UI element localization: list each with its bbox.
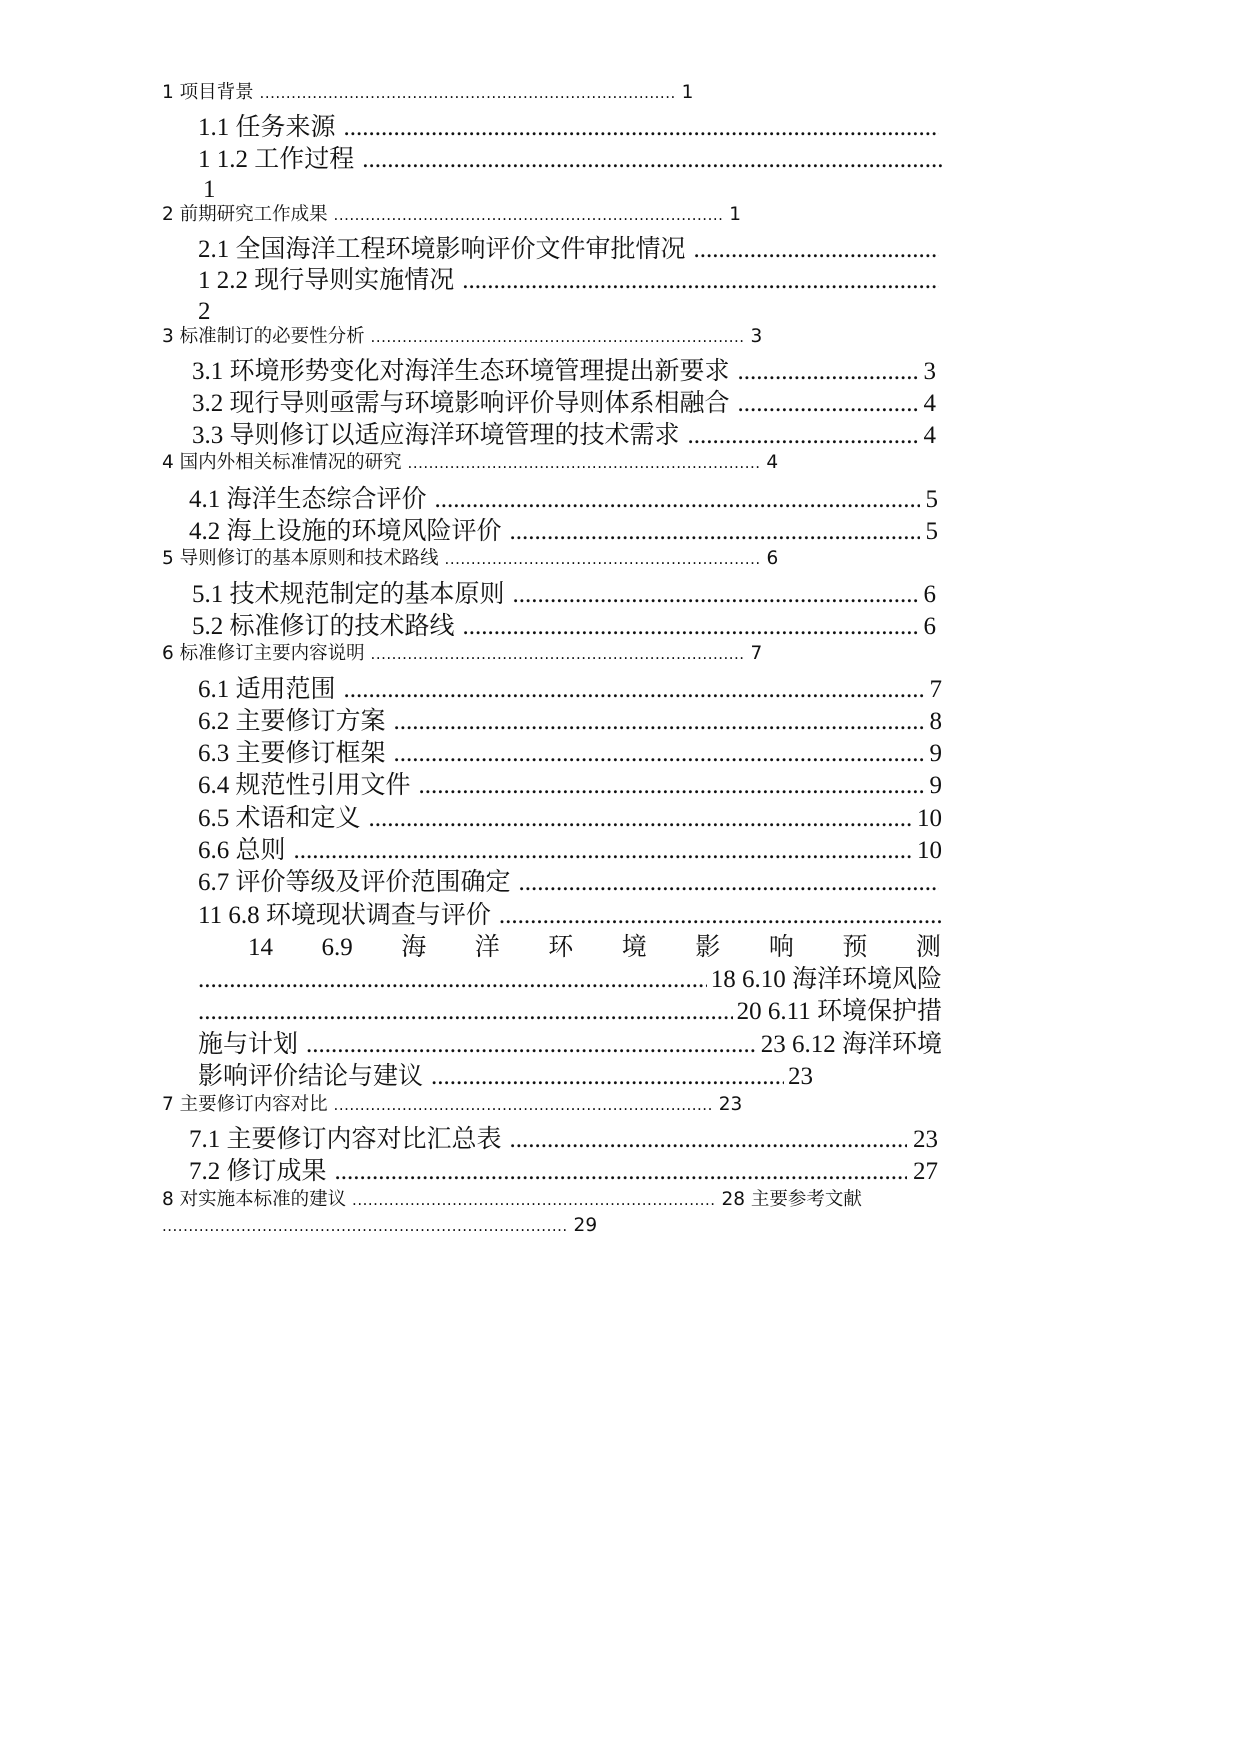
toc-entry-title: 3.1 环境形势变化对海洋生态环境管理提出新要求 <box>192 358 730 385</box>
toc-page-number: 5 <box>925 486 938 513</box>
toc-leader-dots <box>499 903 944 928</box>
toc-entry-title: 7.2 修订成果 <box>189 1158 327 1185</box>
toc-leader-dots <box>344 677 924 702</box>
toc-leader-dots <box>362 147 944 172</box>
toc-entry-text: 20 6.11 环境保护措 <box>736 998 942 1025</box>
toc-page-number: 8 <box>929 708 942 735</box>
toc-entry-6-11[interactable] <box>198 999 942 1024</box>
toc-leader-dots <box>694 237 939 262</box>
toc-leader-dots: ....................................................................... <box>370 328 745 346</box>
toc-entry-6-2[interactable] <box>198 709 942 734</box>
toc-leader-dots: ....................................................................... <box>370 645 745 663</box>
toc-word: 海 <box>401 934 427 961</box>
toc-entry-3[interactable] <box>162 328 762 347</box>
toc-leader-dots <box>198 999 733 1024</box>
toc-leader-dots <box>294 838 911 863</box>
toc-page-number: 6 <box>923 581 936 608</box>
toc-leader-dots: ........................................................................ <box>333 1096 713 1114</box>
toc-entry-6-10[interactable] <box>198 967 942 992</box>
toc-page-number: 2 <box>198 298 211 325</box>
toc-leader-dots <box>688 423 918 448</box>
toc-entry-6-7[interactable] <box>198 870 943 895</box>
toc-page-number: 1 <box>681 82 694 103</box>
toc-entry-6-3[interactable] <box>198 741 942 766</box>
toc-entry-title: 7.1 主要修订内容对比汇总表 <box>189 1126 502 1153</box>
toc-entry-text: 施与计划 <box>198 1031 299 1058</box>
toc-page-number: 4 <box>923 390 936 417</box>
toc-entry-title: 6.3 主要修订框架 <box>198 740 386 767</box>
toc-entry-title: 6.2 主要修订方案 <box>198 708 386 735</box>
toc-page-number: 29 <box>573 1215 598 1236</box>
toc-leader-dots <box>335 1159 907 1184</box>
toc-entry-6-6[interactable] <box>198 838 942 863</box>
toc-entry-3-1[interactable] <box>192 359 936 384</box>
toc-word: 14 <box>248 934 273 961</box>
toc-entry-text: 23 6.12 海洋环境 <box>760 1031 942 1058</box>
toc-word: 测 <box>915 934 941 961</box>
toc-leader-dots <box>419 773 924 798</box>
toc-entry-title: 4.1 海洋生态综合评价 <box>189 486 427 513</box>
toc-entry-title: 6.7 评价等级及评价范围确定 <box>198 869 511 896</box>
toc-leader-dots: ............................................................................. <box>162 1217 568 1235</box>
toc-entry-title: 5.2 标准修订的技术路线 <box>192 613 455 640</box>
toc-entry-text: 影响评价结论与建议 <box>198 1063 424 1090</box>
toc-page-number: 9 <box>929 772 942 799</box>
toc-leader-dots <box>510 519 920 544</box>
toc-page-number: 1 <box>729 204 742 225</box>
toc-entry-2-2[interactable] <box>198 268 943 293</box>
toc-word: 环 <box>548 934 574 961</box>
toc-entry-5-1[interactable] <box>192 582 936 607</box>
toc-entry-4-2[interactable] <box>189 519 938 544</box>
toc-page-number: 23 <box>788 1063 813 1090</box>
toc-leader-dots <box>738 391 918 416</box>
toc-entry-6-11-cont[interactable] <box>198 1032 942 1057</box>
toc-entry-title: 1.1 任务来源 <box>198 114 336 141</box>
toc-word: 影 <box>695 934 721 961</box>
toc-entry-7-2[interactable] <box>189 1159 938 1184</box>
toc-word: 洋 <box>474 934 500 961</box>
toc-entry-2-1[interactable] <box>198 237 943 262</box>
toc-page-number: 10 <box>917 837 942 864</box>
toc-page-number: 6 <box>766 548 779 569</box>
toc-entry-title: 3.3 导则修订以适应海洋环境管理的技术需求 <box>192 422 680 449</box>
toc-entry-text: 18 6.10 海洋环境风险 <box>710 966 942 993</box>
toc-leader-dots <box>369 806 911 831</box>
toc-entry-6-9[interactable] <box>248 935 941 960</box>
toc-word: 响 <box>768 934 794 961</box>
toc-leader-dots: ............................................................ <box>444 550 761 568</box>
toc-page-number: 28 <box>721 1189 745 1210</box>
toc-entry-title: 4 国内外相关标准情况的研究 <box>162 452 402 473</box>
toc-entry-title: 6.5 术语和定义 <box>198 805 361 832</box>
toc-page-number: 4 <box>923 422 936 449</box>
toc-entry-4[interactable] <box>162 454 778 473</box>
toc-leader-dots <box>510 1127 907 1152</box>
toc-leader-dots: .......................................................................... <box>333 206 724 224</box>
toc-entry-title: 6 标准修订主要内容说明 <box>162 643 365 664</box>
toc-page-number: 9 <box>929 740 942 767</box>
toc-page-number: 27 <box>913 1158 938 1185</box>
toc-entry-title: 5.1 技术规范制定的基本原则 <box>192 581 505 608</box>
toc-page-number: 23 <box>718 1094 743 1115</box>
toc-entry-2[interactable] <box>162 206 741 225</box>
toc-entry-title: 2 前期研究工作成果 <box>162 204 328 225</box>
toc-entry-4-1[interactable] <box>189 487 938 512</box>
toc-entry-title: 4.2 海上设施的环境风险评价 <box>189 518 502 545</box>
toc-entry-6-5[interactable] <box>198 806 942 831</box>
toc-entry-title: 5 导则修订的基本原则和技术路线 <box>162 548 439 569</box>
toc-entry-6-4[interactable] <box>198 773 942 798</box>
toc-page-number: 7 <box>929 676 942 703</box>
toc-leader-dots: ................................................................... <box>407 454 761 472</box>
toc-entry-title: 6.1 适用范围 <box>198 676 336 703</box>
toc-leader-dots <box>519 870 939 895</box>
toc-entry-title: 8 对实施本标准的建议 <box>162 1189 347 1210</box>
toc-entry-title: 1 项目背景 <box>162 82 254 103</box>
toc-entry-title: 3 标准制订的必要性分析 <box>162 326 365 347</box>
toc-entry-3-2[interactable] <box>192 391 936 416</box>
toc-page-number: 23 <box>913 1126 938 1153</box>
toc-leader-dots <box>306 1032 757 1057</box>
toc-leader-dots <box>513 582 918 607</box>
toc-page-number: 3 <box>750 326 763 347</box>
toc-entry-title: 3.2 现行导则亟需与环境影响评价导则体系相融合 <box>192 390 730 417</box>
toc-entry-6[interactable] <box>162 645 762 664</box>
toc-leader-dots <box>394 741 924 766</box>
toc-page-number: 1 <box>203 176 216 203</box>
toc-entry-3-3[interactable] <box>192 423 936 448</box>
toc-entry-title: 7 主要修订内容对比 <box>162 1094 328 1115</box>
toc-page-number: 5 <box>925 518 938 545</box>
toc-entry-references[interactable] <box>162 1217 597 1236</box>
toc-word: 6.9 <box>321 934 353 961</box>
toc-entry-title: 主要参考文献 <box>750 1189 862 1210</box>
toc-entry-5-2[interactable] <box>192 614 936 639</box>
toc-entry-6-8[interactable] <box>198 903 948 928</box>
toc-page-number: 6 <box>923 613 936 640</box>
toc-entry-title: 2.1 全国海洋工程环境影响评价文件审批情况 <box>198 236 686 263</box>
toc-entry-1[interactable] <box>162 84 693 103</box>
toc-entry-title: 6.4 规范性引用文件 <box>198 772 411 799</box>
toc-word: 境 <box>621 934 647 961</box>
toc-leader-dots <box>394 709 924 734</box>
toc-entry-6-12-cont[interactable] <box>198 1064 813 1089</box>
toc-leader-dots <box>431 1064 784 1089</box>
toc-leader-dots: ..................................................................... <box>352 1191 716 1209</box>
toc-page-number: 3 <box>923 358 936 385</box>
toc-word: 预 <box>842 934 868 961</box>
toc-leader-dots: ............................................................................... <box>259 84 676 102</box>
toc-page-number: 4 <box>766 452 779 473</box>
toc-entry-5[interactable] <box>162 550 778 569</box>
toc-entry-title: 11 6.8 环境现状调查与评价 <box>198 902 491 929</box>
toc-leader-dots <box>738 359 918 384</box>
toc-page-number: 10 <box>917 805 942 832</box>
toc-entry-title: 1 2.2 现行导则实施情况 <box>198 267 455 294</box>
toc-entry-title: 1 1.2 工作过程 <box>198 146 355 173</box>
toc-leader-dots <box>435 487 920 512</box>
toc-entry-title: 6.6 总则 <box>198 837 286 864</box>
toc-leader-dots <box>198 967 707 992</box>
toc-entry-1-1[interactable] <box>198 115 943 140</box>
toc-leader-dots <box>344 115 939 140</box>
toc-entry-1-2[interactable] <box>198 147 948 172</box>
toc-leader-dots <box>462 268 939 293</box>
toc-leader-dots <box>463 614 918 639</box>
toc-entry-7[interactable] <box>162 1096 742 1115</box>
toc-entry-6-1[interactable] <box>198 677 942 702</box>
toc-entry-7-1[interactable] <box>189 1127 938 1152</box>
toc-entry-8[interactable] <box>162 1191 862 1210</box>
toc-page-number: 7 <box>750 643 763 664</box>
